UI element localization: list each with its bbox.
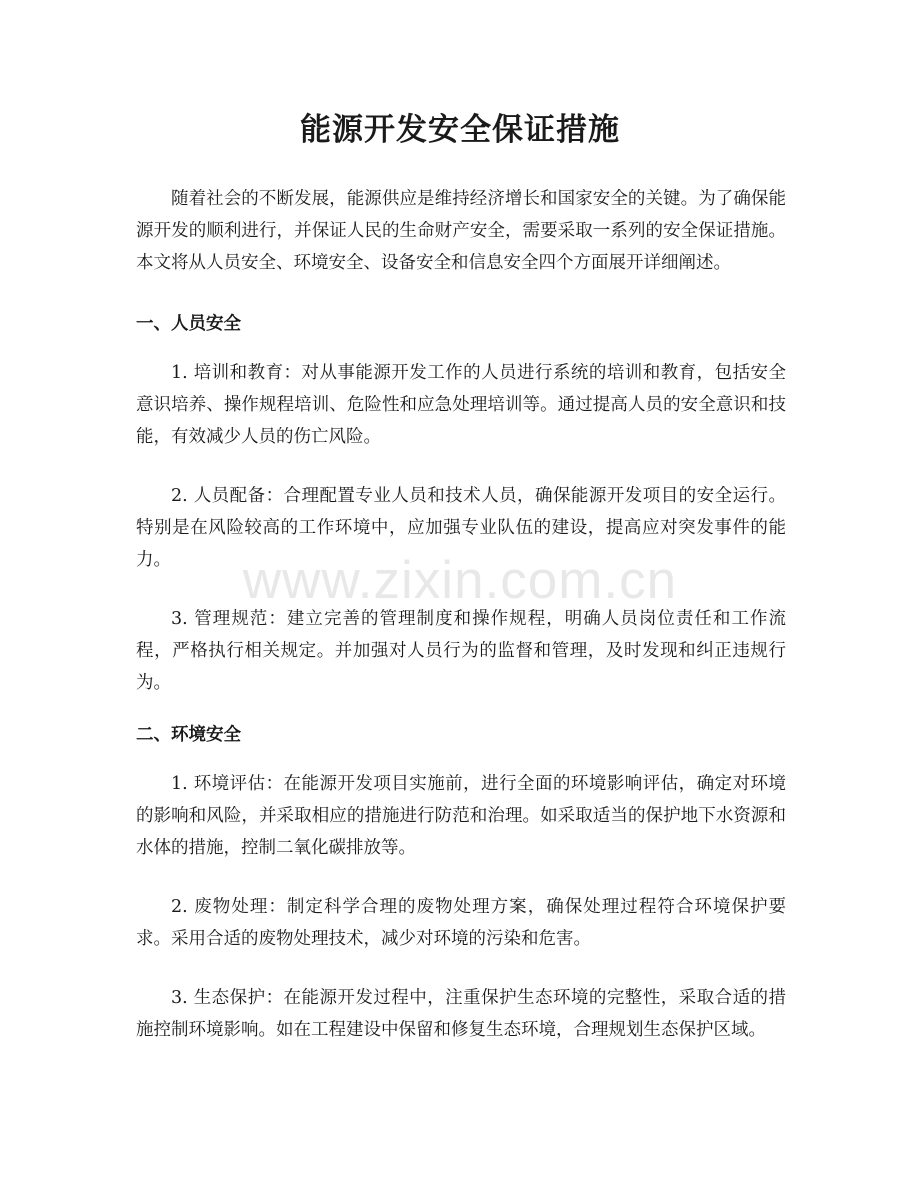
document-title: 能源开发安全保证措施 — [300, 112, 620, 148]
personnel-item-training: 1. 培训和教育：对从事能源开发工作的人员进行系统的培训和教育，包括安全意识培养、操作规程培训、危险性和应急处理培训等。通过提高人员的安全意识和技能，有效减少人员的伤亡风险。 — [136, 363, 786, 447]
section-heading-environment-safety: 二、环境安全 — [136, 725, 241, 745]
environment-item-assessment: 1. 环境评估：在能源开发项目实施前，进行全面的环境影响评估，确定对环境的影响和风险，并采取相应的措施进行防范和治理。如采取适当的保护地下水资源和水体的措施，控制二氧化碳排放等。 — [136, 774, 786, 858]
section-heading-personnel-safety: 一、人员安全 — [136, 314, 241, 334]
environment-item-ecology: 3. 生态保护：在能源开发过程中，注重保护生态环境的完整性，采取合适的措施控制环境影响。如在工程建设中保留和修复生态环境，合理规划生态保护区域。 — [136, 988, 786, 1040]
personnel-item-staffing: 2. 人员配备：合理配置专业人员和技术人员，确保能源开发项目的安全运行。特别是在风险较高的工作环境中，应加强专业队伍的建设，提高应对突发事件的能力。 — [136, 486, 786, 570]
intro-paragraph: 随着社会的不断发展，能源供应是维持经济增长和国家安全的关键。为了确保能源开发的顺利进行，并保证人民的生命财产安全，需要采取一系列的安全保证措施。本文将从人员安全、环境安全、设备安全和信息安全四个方面展开详细阐述。 — [136, 189, 786, 273]
watermark-text: www.zixin.com.cn — [242, 551, 678, 610]
personnel-item-management: 3. 管理规范：建立完善的管理制度和操作规程，明确人员岗位责任和工作流程，严格执行相关规定。并加强对人员行为的监督和管理，及时发现和纠正违规行为。 — [136, 609, 786, 693]
environment-item-waste: 2. 废物处理：制定科学合理的废物处理方案，确保处理过程符合环境保护要求。采用合适的废物处理技术，减少对环境的污染和危害。 — [136, 897, 786, 949]
